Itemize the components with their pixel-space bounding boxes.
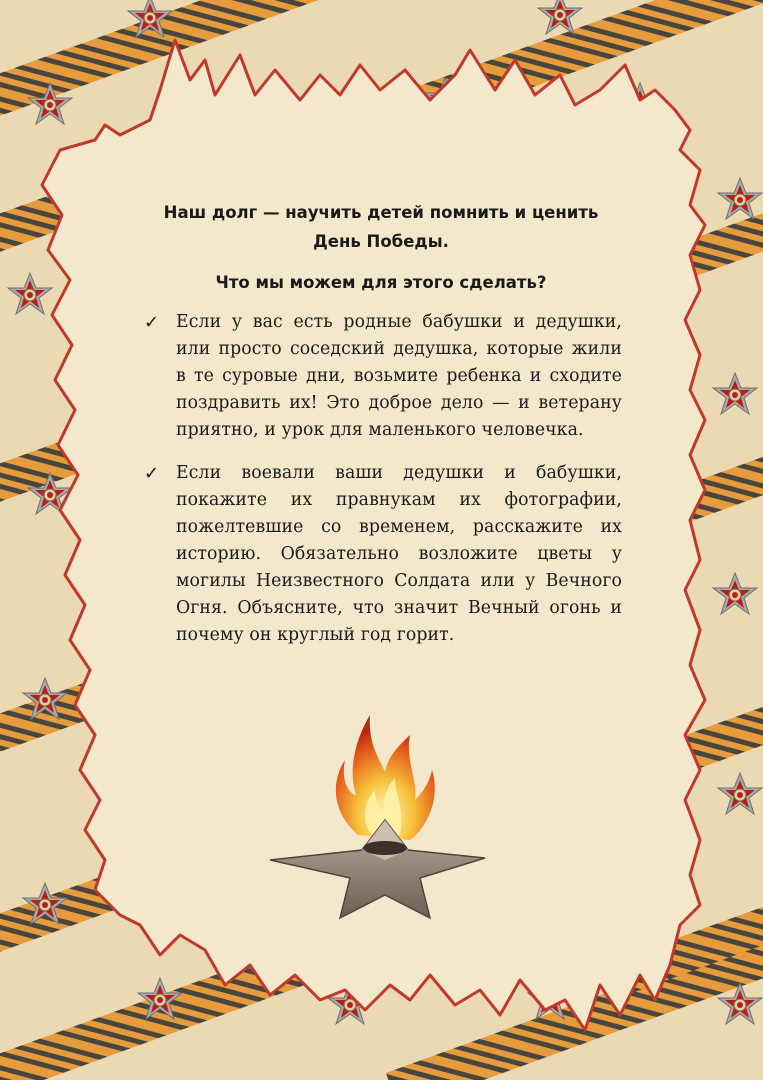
- list-item: [140, 309, 622, 444]
- checkmark-icon: ✓: [144, 463, 160, 484]
- list-item-text: Если у вас есть родные бабушки и дедушки, или просто соседский дедушка, которые жили в те суровые дни, возьмите ребенка и сходите поздравить их! Это доброе дело — и ветерану приятно, и урок для маленького человечка.: [176, 312, 622, 440]
- document-question: Что мы можем для этого сделать?: [215, 273, 547, 292]
- document-heading: Наш долг — научить детей помнить и ценить День Победы.: [163, 203, 599, 251]
- checkmark-icon: ✓: [144, 312, 160, 333]
- document-body: [140, 198, 622, 665]
- list-item-text: Если воевали ваши дедушки и бабушки, покажите их правнукам их фотографии, пожелтевшие со временем, расскажите их историю. Обязательно возложите цветы у могилы Неизвестного Солдата или у Вечного Огня. Объясните, что значит Вечный огонь и почему он круглый год горит.: [176, 463, 622, 645]
- eternal-flame-illustration: [260, 700, 510, 930]
- star-monument: [270, 820, 485, 918]
- advice-list: [140, 309, 622, 649]
- list-item: [140, 460, 622, 649]
